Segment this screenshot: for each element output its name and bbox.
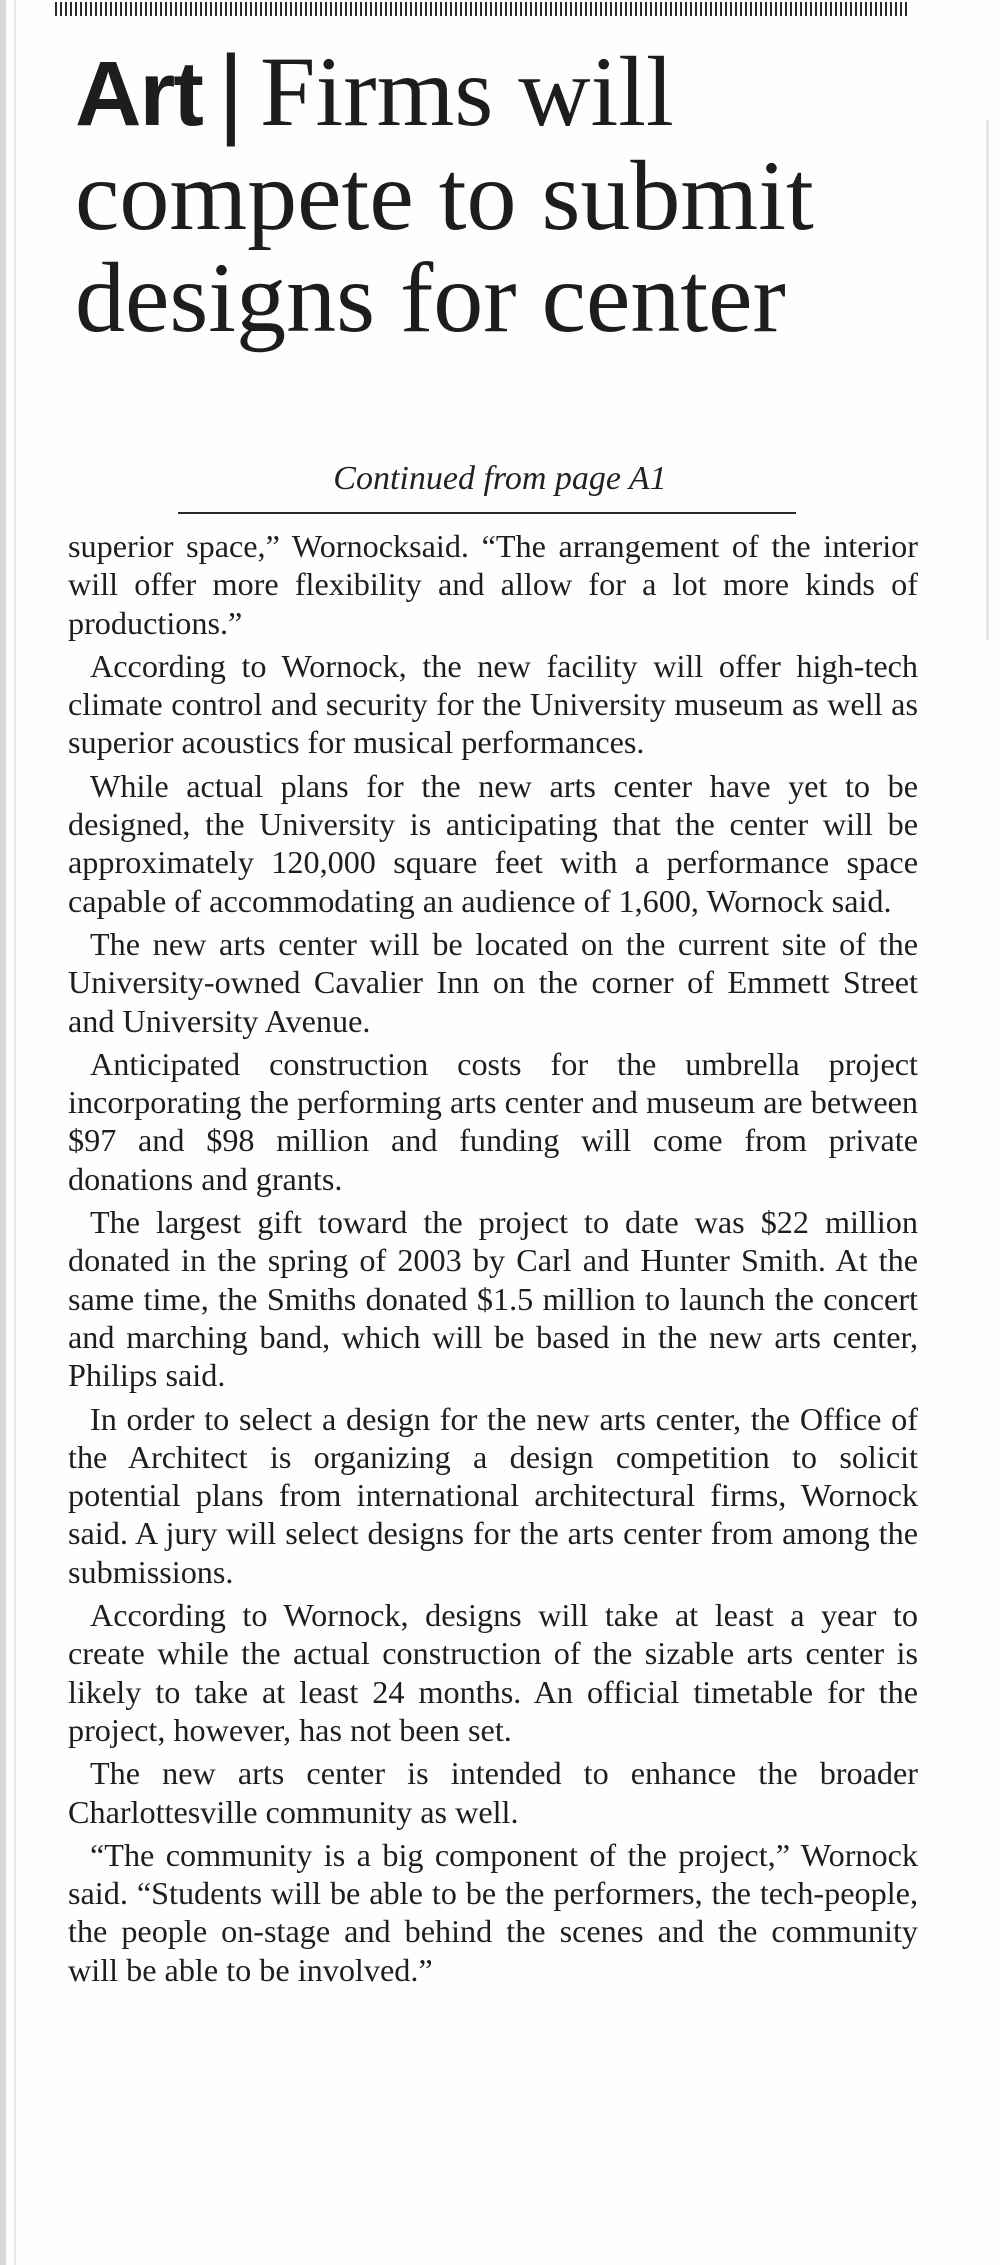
article-paragraph: In order to select a design for the new arts center, the Office of the Architect is organizing a design competition to solicit potential plans from international architectural firms, Wornock said. A jury will select designs for the arts center from among the submissions. <box>68 1400 918 1590</box>
section-separator: | <box>217 35 244 147</box>
column-border <box>0 0 6 2265</box>
scan-edge-ticks <box>55 2 910 16</box>
article-paragraph: According to Wornock, the new facility will offer high-tech climate control and security for the University museum as well as superior acoustics for musical performances. <box>68 647 918 761</box>
article-paragraph: According to Wornock, designs will take at least a year to create while the actual construction of the sizable arts center is likely to take at least 24 months. An official timetable for the project, however, has not been set. <box>68 1597 918 1748</box>
section-tag: Art <box>75 43 202 145</box>
article-paragraph: The new arts center is intended to enhance the broader Charlottesville community as well. <box>68 1755 918 1830</box>
article-paragraph: “The community is a big component of the project,” Wornock said. “Students will be able to be the performers, the tech-people, the people on-stage and behind the scenes and the community will be able to be involved.” <box>68 1836 918 1988</box>
article-paragraph: While actual plans for the new arts center have yet to be designed, the University is anticipating that the center will be approximately 120,000 square feet with a performance space capable of accommodating an audience of 1,600, Wornock said. <box>68 767 918 919</box>
headline-text: Firms will compete to submit designs for center <box>75 36 814 353</box>
article-paragraph: Anticipated construction costs for the umbrella project incorporating the performing arts center and museum are between $97 and $98 million and funding will come from private donations and grants. <box>68 1045 918 1197</box>
article-body <box>68 527 918 1994</box>
column-border-inner <box>14 0 16 2265</box>
continued-rule <box>178 512 796 514</box>
headline-block <box>75 35 935 353</box>
article-paragraph: superior space,” Wornocksaid. “The arrangement of the interior will offer more flexibility and allow for a lot more kinds of productions.” <box>68 528 918 641</box>
article-paragraph: The new arts center will be located on the current site of the University-owned Cavalier Inn on the corner of Emmett Street and University Avenue. <box>68 925 918 1039</box>
continued-from-label: Continued from page A1 <box>333 460 667 497</box>
article-paragraph: The largest gift toward the project to date was $22 million donated in the spring of 2003 by Carl and Hunter Smith. At the same time, the Smiths donated $1.5 million to launch the concert and marching band, which will be based in the new arts center, Philips said. <box>68 1204 918 1394</box>
scan-edge-shadow <box>986 120 989 640</box>
